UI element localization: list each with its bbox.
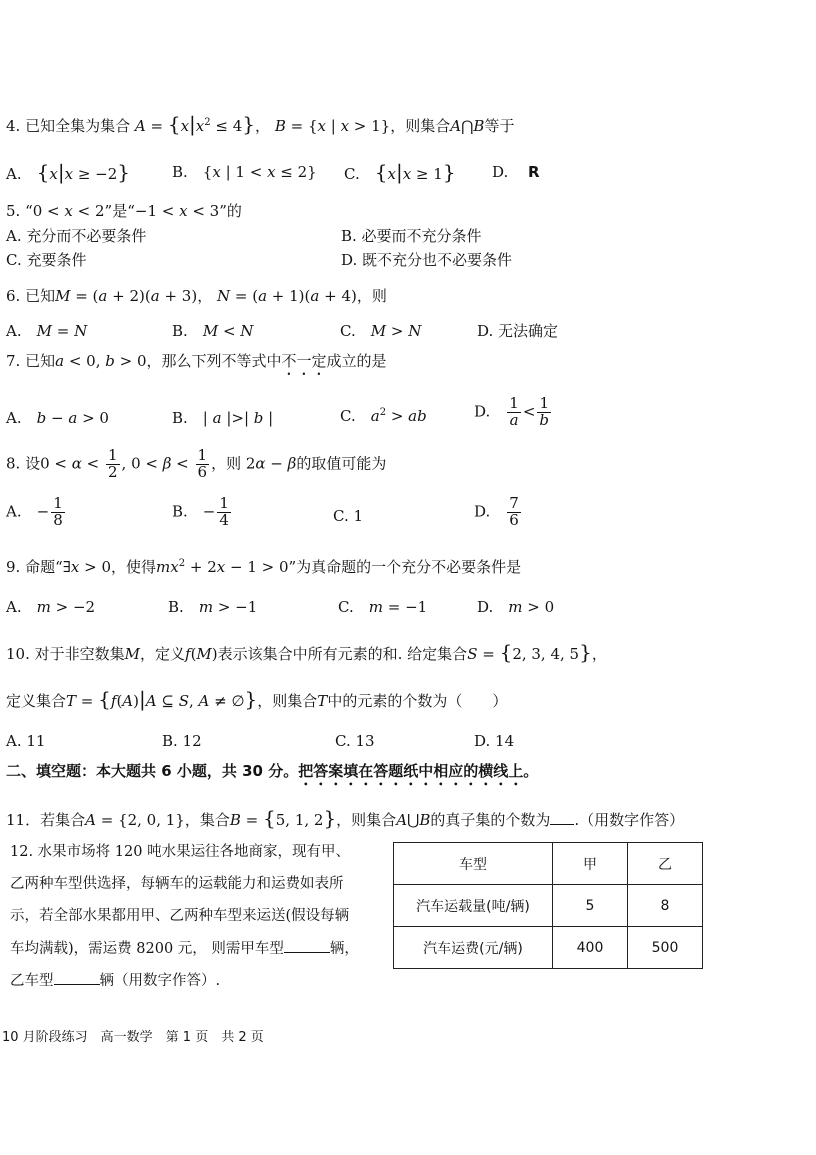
page-footer: 10 月阶段练习 高一数学 第 1 页 共 2 页 (2, 1030, 264, 1045)
table-cell: 500 (628, 927, 703, 969)
q12-line-5: 乙车型 辆（用数字作答）. (10, 970, 220, 990)
question-4: 4. 已知全集为集合 $A = \{x|x^2 \le 4\}$， B = {x | x > 1}，则集合A⋂B等于 (6, 112, 515, 136)
section-heading: 二、填空题：本大题共 6 小题，共 30 分。把答案填在答题纸中相应的横线上。 (6, 762, 539, 780)
table-cell: 400 (553, 927, 628, 969)
table-cell: 汽车运载量(吨/辆) (394, 885, 553, 927)
q7-option-a: A. b − a > 0 (6, 409, 109, 427)
q4-option-d: D. R (492, 163, 540, 181)
question-10-line1: 10. 对于非空数集M，定义f(M)表示该集合中所有元素的和. 给定集合S = {2, 3, 4, 5}， (6, 640, 607, 664)
q4-option-a: A. {x|x ≥ −2} (6, 160, 130, 184)
q8-option-b: B. − $\frac{1}{4}$ (172, 494, 229, 529)
q6-option-c: C. M > N (340, 322, 422, 340)
table-header-cell: 甲 (553, 843, 628, 885)
q6-option-b: B. M < N (172, 322, 254, 340)
q10-option-b: B. 12 (162, 732, 202, 750)
table-header-row (394, 843, 703, 885)
q8-option-c: C. 1 (333, 507, 364, 525)
q9-option-c: C. m = −1 (338, 598, 428, 616)
question-11: 11．若集合A = {2, 0, 1}，集合B = {5, 1, 2}，则集合A⋃B的真子集的个数为 .（用数字作答） (6, 806, 685, 830)
q7-option-b: B. | a |>| b | (172, 409, 274, 427)
q4-set-b: B (274, 117, 286, 135)
vehicle-table (393, 842, 703, 969)
answer-blank-jia[interactable] (284, 938, 330, 953)
question-10-line2: 定义集合T = {f(A)|A ⊆ S, A ≠ ∅}，则集合T中的元素的个数为（ ） (6, 687, 508, 711)
table-header-cell: 车型 (394, 843, 553, 885)
q4-option-b: B. {x | 1 < x ≤ 2} (172, 163, 317, 181)
q10-option-a: A. 11 (6, 732, 46, 750)
q8-option-d: D. $\frac{7}{6}$ (474, 494, 519, 529)
answer-blank[interactable] (550, 810, 574, 825)
q5-option-c: C. 充要条件 (6, 251, 87, 269)
q12-line-4: 车均满载)，需运费 8200 元， 则需甲车型 辆， (10, 938, 359, 958)
question-8: 8. 设0 < α < $\frac{1}{2}$ , 0 < β < $\frac{1}{6}$ ，则 2α − β的取值可能为 (6, 446, 387, 481)
question-6: 6. 已知M = (a + 2)(a + 3)， N = (a + 1)(a + 4)，则 (6, 287, 387, 305)
table-header-cell: 乙 (628, 843, 703, 885)
q9-option-d: D. m > 0 (477, 598, 555, 616)
q10-option-d: D. 14 (474, 732, 515, 750)
question-5: 5. “0 < x < 2”是“−1 < x < 3”的 (6, 202, 242, 220)
q7-option-d: D. $\frac{1}{a}$ < $\frac{1}{b}$ (474, 394, 550, 429)
q12-line-1: 12. 水果市场将 120 吨水果运往各地商家，现有甲、 (10, 844, 351, 860)
q12-line-3: 示，若全部水果都用甲、乙两种车型来运送(假设每辆 (10, 908, 350, 924)
question-7: 7. 已知a < 0, b > 0，那么下列不等式中不一定成立的是 (6, 352, 387, 370)
q9-option-a: A. m > −2 (6, 598, 96, 616)
q5-option-a: A. 充分而不必要条件 (6, 227, 147, 245)
q12-line-2: 乙两种车型供选择，每辆车的运载能力和运费如表所 (10, 876, 344, 892)
table-row (394, 885, 703, 927)
q10-option-c: C. 13 (335, 732, 375, 750)
table-cell: 汽车运费(元/辆) (394, 927, 553, 969)
q4-set-a: A (134, 117, 146, 135)
q8-option-a: A. − $\frac{1}{8}$ (6, 494, 63, 529)
question-9: 9. 命题“∃x > 0，使得$mx^2 + 2x - 1 > 0$”为真命题的一个充分不必要条件是 (6, 558, 522, 576)
q5-option-b: B. 必要而不充分条件 (341, 227, 482, 245)
q6-option-a: A. M = N (6, 322, 88, 340)
q4-option-c: C. {x|x ≥ 1} (344, 160, 456, 184)
table-cell: 5 (553, 885, 628, 927)
q4-prefix: 4. 已知全集为集合 (6, 117, 131, 135)
table-row (394, 927, 703, 969)
q6-option-d: D. 无法确定 (477, 322, 559, 340)
q5-option-d: D. 既不充分也不必要条件 (341, 251, 513, 269)
table-cell: 8 (628, 885, 703, 927)
answer-blank-yi[interactable] (54, 970, 100, 985)
q9-option-b: B. m > −1 (168, 598, 258, 616)
q7-option-c: C. $a^2$ > ab (340, 407, 427, 425)
